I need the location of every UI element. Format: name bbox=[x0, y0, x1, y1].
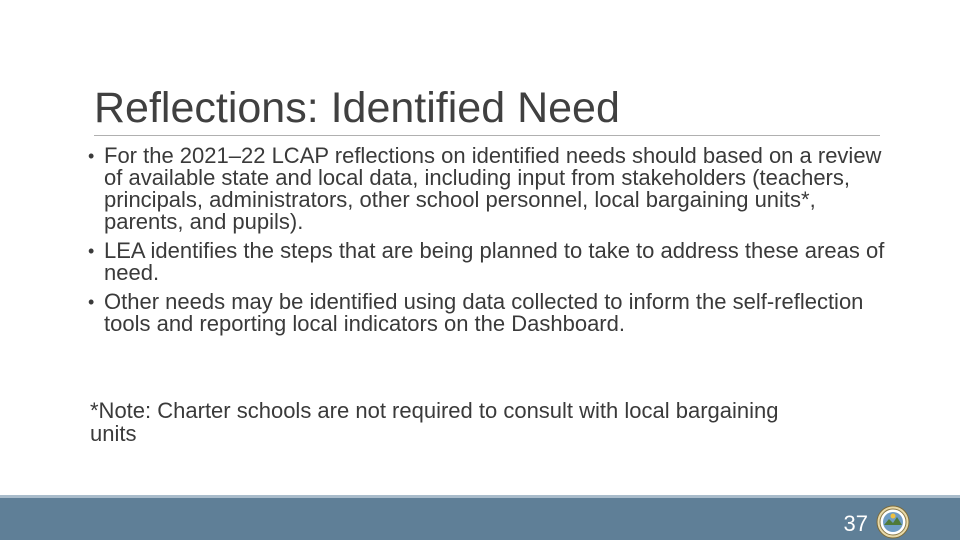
bullet-item: • LEA identifies the steps that are being planned to take to address these areas of need. bbox=[88, 240, 888, 284]
state-seal-icon bbox=[876, 505, 910, 539]
bullet-list bbox=[88, 145, 888, 342]
bullet-item: • For the 2021–22 LCAP reflections on identified needs should based on a review of available state and local data, including input from stakeholders (teachers, principals, administrators, other school personnel, local bargaining units*, parents, and pupils). bbox=[88, 145, 888, 233]
footnote: *Note: Charter schools are not required to consult with local bargaining units bbox=[90, 398, 779, 446]
page-number: 37 bbox=[843, 511, 868, 536]
slide-title: Reflections: Identified Need bbox=[94, 84, 620, 132]
bullet-item: • Other needs may be identified using data collected to inform the self-reflection tools and reporting local indicators on the Dashboard. bbox=[88, 291, 888, 335]
footer-bar bbox=[0, 498, 960, 540]
title-divider bbox=[94, 135, 880, 136]
